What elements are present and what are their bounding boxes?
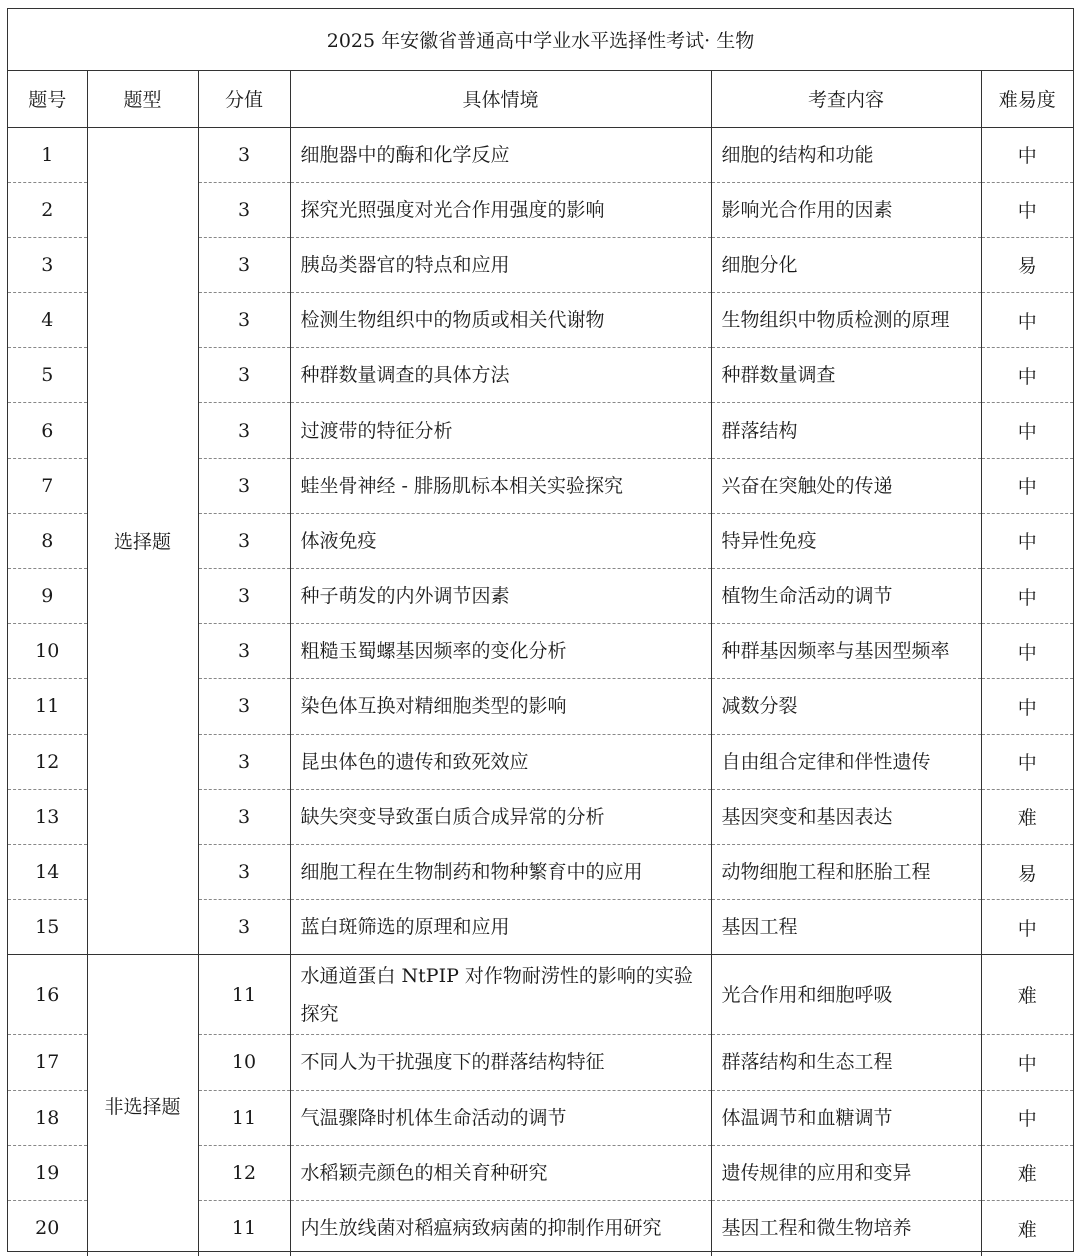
context: 染色体互换对精细胞类型的影响 — [290, 679, 711, 734]
question-number: 13 — [8, 789, 87, 844]
header-row — [8, 71, 1073, 127]
score: 3 — [198, 458, 290, 513]
score: 11 — [198, 955, 290, 1035]
score: 3 — [198, 900, 290, 955]
exam-analysis-table — [8, 71, 1073, 1256]
table-row — [8, 955, 1073, 1035]
content: 影响光合作用的因素 — [711, 182, 981, 237]
header-level: 难易度 — [981, 71, 1073, 127]
table-title: 2025 年安徽省普通高中学业水平选择性考试· 生物 — [8, 9, 1073, 71]
context: 不同人为干扰强度下的群落结构特征 — [290, 1035, 711, 1090]
header-no: 题号 — [8, 71, 87, 127]
question-number: 14 — [8, 844, 87, 899]
score: 3 — [198, 679, 290, 734]
content: 群落结构和生态工程 — [711, 1035, 981, 1090]
question-number: 17 — [8, 1035, 87, 1090]
context: 种子萌发的内外调节因素 — [290, 569, 711, 624]
content: 群落结构 — [711, 403, 981, 458]
difficulty: 难 — [981, 789, 1073, 844]
content: 基因工程 — [711, 900, 981, 955]
score: 3 — [198, 734, 290, 789]
difficulty: 中 — [981, 293, 1073, 348]
content: 植物生命活动的调节 — [711, 569, 981, 624]
header-score: 分值 — [198, 71, 290, 127]
score: 3 — [198, 789, 290, 844]
context: 蓝白斑筛选的原理和应用 — [290, 900, 711, 955]
content: 自由组合定律和伴性遗传 — [711, 734, 981, 789]
score: 3 — [198, 844, 290, 899]
score: 11 — [198, 1090, 290, 1145]
difficulty: 中 — [981, 403, 1073, 458]
score: 3 — [198, 569, 290, 624]
context: 昆虫体色的遗传和致死效应 — [290, 734, 711, 789]
question-number: 12 — [8, 734, 87, 789]
header-type: 题型 — [87, 71, 198, 127]
exam-analysis-table-frame — [7, 8, 1074, 1252]
content: 基因突变和基因表达 — [711, 789, 981, 844]
question-number: 3 — [8, 237, 87, 292]
score: 3 — [198, 348, 290, 403]
question-number: 4 — [8, 293, 87, 348]
header-content: 考查内容 — [711, 71, 981, 127]
content: 种群基因频率与基因型频率 — [711, 624, 981, 679]
question-type: 选择题 — [87, 127, 198, 955]
difficulty: 中 — [981, 900, 1073, 955]
context: 内生放线菌对稻瘟病致病菌的抑制作用研究 — [290, 1200, 711, 1255]
score: 3 — [198, 293, 290, 348]
context: 气温骤降时机体生命活动的调节 — [290, 1090, 711, 1145]
table-row — [8, 127, 1073, 182]
difficulty: 中 — [981, 1090, 1073, 1145]
difficulty: 中 — [981, 458, 1073, 513]
score: 3 — [198, 182, 290, 237]
context: 细胞工程在生物制药和物种繁育中的应用 — [290, 844, 711, 899]
content: 细胞的结构和功能 — [711, 127, 981, 182]
context: 种群数量调查的具体方法 — [290, 348, 711, 403]
context: 过渡带的特征分析 — [290, 403, 711, 458]
question-number: 9 — [8, 569, 87, 624]
difficulty: 中 — [981, 569, 1073, 624]
difficulty: 中 — [981, 348, 1073, 403]
context: 胰岛类器官的特点和应用 — [290, 237, 711, 292]
question-number: 1 — [8, 127, 87, 182]
difficulty: 中 — [981, 734, 1073, 789]
score: 11 — [198, 1200, 290, 1255]
difficulty: 中 — [981, 182, 1073, 237]
content: 体温调节和血糖调节 — [711, 1090, 981, 1145]
table-body — [8, 127, 1073, 1256]
context: 细胞器中的酶和化学反应 — [290, 127, 711, 182]
question-number: 8 — [8, 513, 87, 568]
difficulty: 难 — [981, 1145, 1073, 1200]
context: 体液免疫 — [290, 513, 711, 568]
score: 10 — [198, 1035, 290, 1090]
context: 蛙坐骨神经 - 腓肠肌标本相关实验探究 — [290, 458, 711, 513]
context: 水稻颖壳颜色的相关育种研究 — [290, 1145, 711, 1200]
content: 细胞分化 — [711, 237, 981, 292]
context: 缺失突变导致蛋白质合成异常的分析 — [290, 789, 711, 844]
context: 检测生物组织中的物质或相关代谢物 — [290, 293, 711, 348]
score: 3 — [198, 624, 290, 679]
context: 粗糙玉蜀螺基因频率的变化分析 — [290, 624, 711, 679]
content: 光合作用和细胞呼吸 — [711, 955, 981, 1035]
content: 兴奋在突触处的传递 — [711, 458, 981, 513]
content: 特异性免疫 — [711, 513, 981, 568]
question-number: 6 — [8, 403, 87, 458]
score: 12 — [198, 1145, 290, 1200]
content: 基因工程和微生物培养 — [711, 1200, 981, 1255]
difficulty: 易 — [981, 844, 1073, 899]
difficulty: 中 — [981, 127, 1073, 182]
difficulty: 中 — [981, 513, 1073, 568]
score: 3 — [198, 403, 290, 458]
difficulty: 易 — [981, 237, 1073, 292]
question-number: 2 — [8, 182, 87, 237]
content: 种群数量调查 — [711, 348, 981, 403]
content: 遗传规律的应用和变异 — [711, 1145, 981, 1200]
question-number: 15 — [8, 900, 87, 955]
question-number: 11 — [8, 679, 87, 734]
content: 减数分裂 — [711, 679, 981, 734]
question-number: 20 — [35, 1217, 60, 1240]
question-number: 18 — [8, 1090, 87, 1145]
question-number: 19 — [8, 1145, 87, 1200]
question-number: 10 — [8, 624, 87, 679]
score: 3 — [198, 513, 290, 568]
question-number: 5 — [8, 348, 87, 403]
question-number: 16 — [8, 955, 87, 1035]
question-number: 7 — [8, 458, 87, 513]
difficulty: 中 — [981, 679, 1073, 734]
question-type: 非选择题 — [87, 955, 198, 1256]
score: 3 — [198, 237, 290, 292]
context: 探究光照强度对光合作用强度的影响 — [290, 182, 711, 237]
difficulty: 中 — [981, 624, 1073, 679]
difficulty: 难 — [981, 1200, 1073, 1255]
context: 水通道蛋白 NtPIP 对作物耐涝性的影响的实验探究 — [290, 955, 711, 1035]
difficulty: 中 — [981, 1035, 1073, 1090]
content: 动物细胞工程和胚胎工程 — [711, 844, 981, 899]
score: 3 — [198, 127, 290, 182]
header-context: 具体情境 — [290, 71, 711, 127]
content: 生物组织中物质检测的原理 — [711, 293, 981, 348]
difficulty: 难 — [981, 955, 1073, 1035]
